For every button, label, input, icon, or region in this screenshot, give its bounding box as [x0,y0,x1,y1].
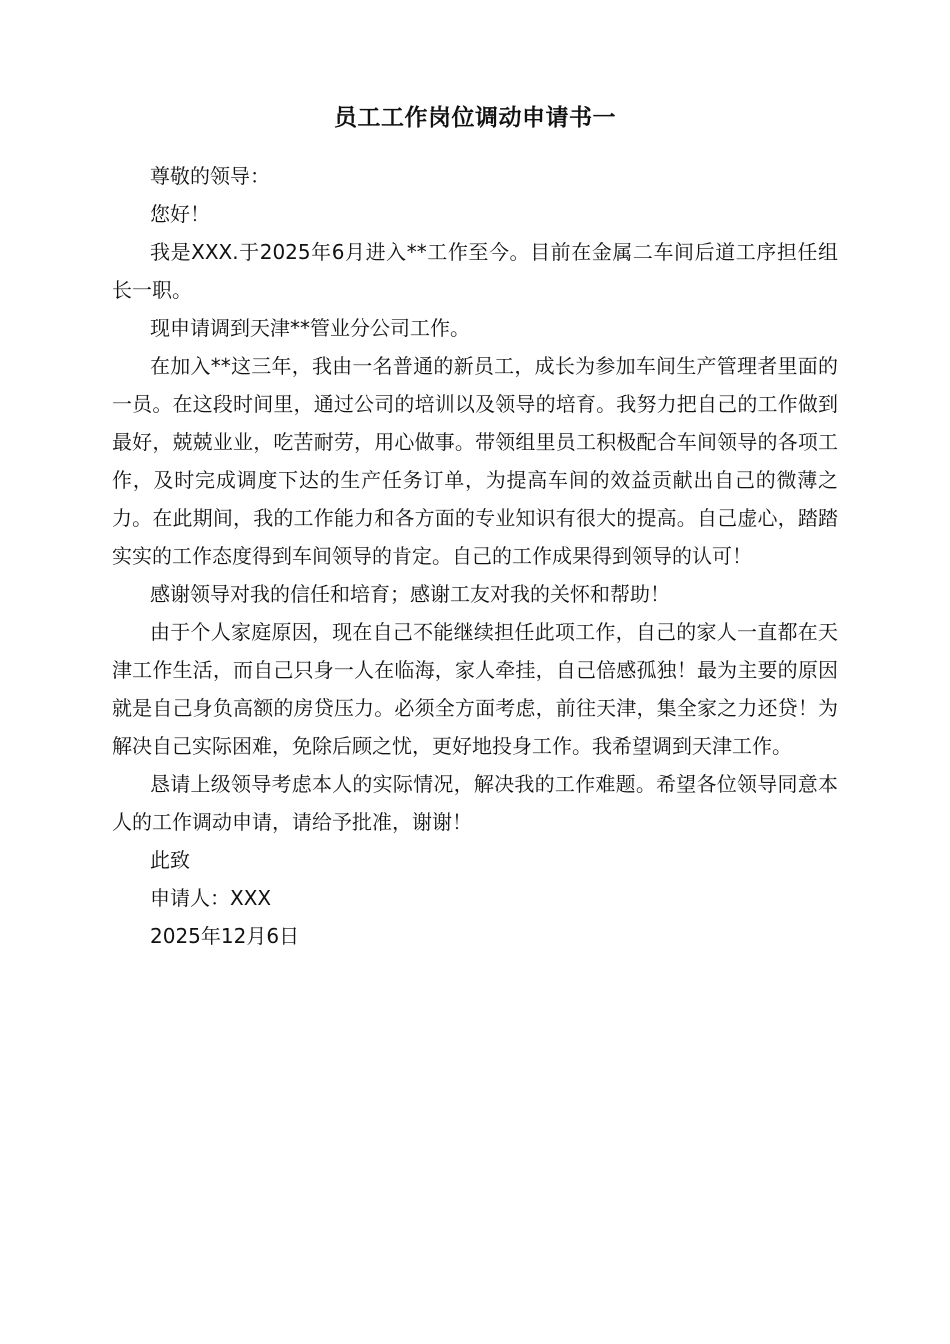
paragraph-request: 现申请调到天津**管业分公司工作。 [150,316,470,340]
paragraph-plea: 恳请上级领导考虑本人的实际情况，解决我的工作难题。希望各位领导同意本人的工作调动申请，请给予批准，谢谢！ [112,772,838,834]
document-title: 员工工作岗位调动申请书一 [334,105,616,131]
paragraph-intro: 我是XXX.于2025年6月进入**工作至今。目前在金属二车间后道工序担任组长一职。 [112,240,838,302]
applicant-signature: 申请人：XXX [150,886,272,910]
salutation: 尊敬的领导： [150,164,270,188]
greeting: 您好！ [150,202,210,226]
paragraph-thanks: 感谢领导对我的信任和培育；感谢工友对我的关怀和帮助！ [150,582,670,606]
document-date: 2025年12月6日 [150,924,300,948]
document-body [112,157,838,955]
paragraph-experience: 在加入**这三年，我由一名普通的新员工，成长为参加车间生产管理者里面的一员。在这段时间里，通过公司的培训以及领导的培育。我努力把自己的工作做到最好，兢兢业业，吃苦耐劳，用心做事。带领组里员工积极配合车间领导的各项工作，及时完成调度下达的生产任务订单，为提高车间的效益贡献出自己的微薄之力。在此期间，我的工作能力和各方面的专业知识有很大的提高。自己虚心，踏踏实实的工作态度得到车间领导的肯定。自己的工作成果得到领导的认可！ [112,354,838,568]
paragraph-reason: 由于个人家庭原因，现在自己不能继续担任此项工作，自己的家人一直都在天津工作生活，而自己只身一人在临海，家人牵挂，自己倍感孤独！最为主要的原因就是自己身负高额的房贷压力。必须全方面考虑，前往天津，集全家之力还贷！为解决自己实际困难，免除后顾之忧，更好地投身工作。我希望调到天津工作。 [112,620,838,758]
closing: 此致 [150,848,190,872]
